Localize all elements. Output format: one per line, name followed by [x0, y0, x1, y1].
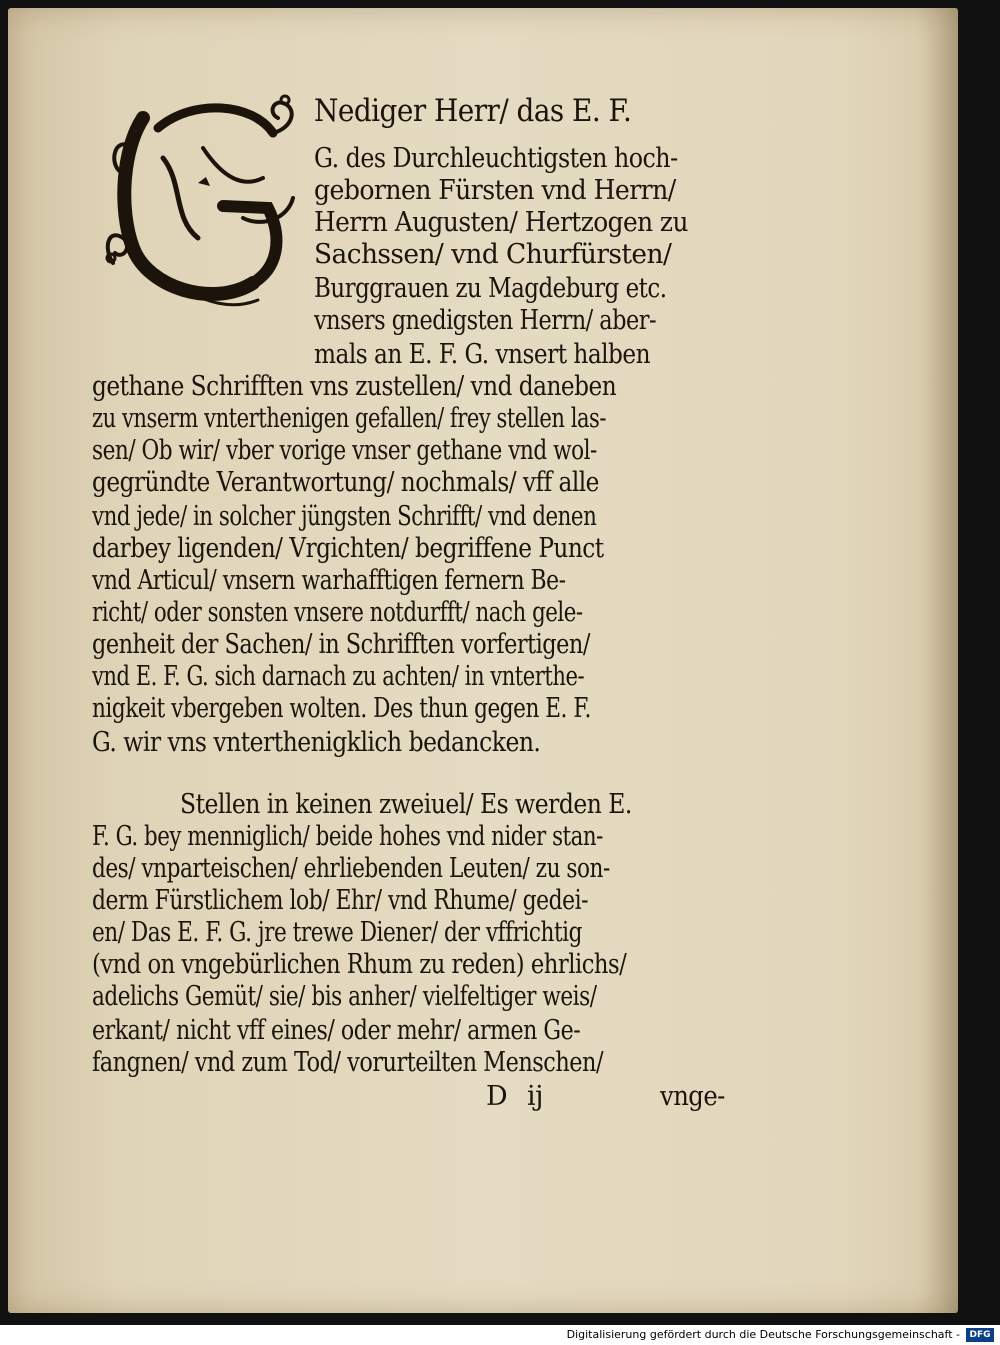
- dfg-logo: DFG: [966, 1328, 994, 1342]
- text-line: gethane Schrifften vns zustellen/ vnd daneben: [92, 371, 617, 402]
- catchword: vnge-: [660, 1081, 725, 1112]
- book-page: [8, 8, 958, 1313]
- text-line: gegründte Verantwortung/ nochmals/ vff alle: [92, 467, 599, 498]
- text-line: F. G. bey menniglich/ beide hohes vnd nider stan-: [92, 821, 603, 852]
- text-line: G. des Durchleuchtigsten hoch-: [314, 143, 678, 174]
- text-line: derm Fürstlichem lob/ Ehr/ vnd Rhume/ gedei-: [92, 885, 588, 916]
- text-line: Sachssen/ vnd Churfürsten/: [314, 239, 672, 270]
- funding-credit: Digitalisierung gefördert durch die Deutsche Forschungsgemeinschaft -: [566, 1328, 960, 1341]
- text-line: genheit der Sachen/ in Schrifften vorfertigen/: [92, 629, 590, 660]
- text-line: mals an E. F. G. vnsert halben: [314, 339, 651, 370]
- signature-mark: D ij: [486, 1081, 543, 1112]
- text-line: (vnd on vngebürlichen Rhum zu reden) ehrlichs/: [92, 949, 627, 980]
- text-line: nigkeit vbergeben wolten. Des thun gegen E. F.: [92, 693, 591, 724]
- text-line: Nediger Herr/ das E. F.: [314, 93, 632, 129]
- text-line: G. wir vns vnterthenigklich bedancken.: [92, 727, 541, 758]
- text-line: richt/ oder sonsten vnsere notdurfft/ nach gele-: [92, 597, 583, 628]
- text-line: en/ Das E. F. G. jre trewe Diener/ der vffrichtig: [92, 917, 582, 948]
- text-line: vnd Articul/ vnsern warhafftigen fernern Be-: [92, 565, 566, 596]
- text-line: des/ vnparteischen/ ehrliebenden Leuten/ zu son-: [92, 853, 610, 884]
- text-line: Burggrauen zu Magdeburg etc.: [314, 273, 667, 304]
- text-line: darbey ligenden/ Vrgichten/ begriffene Punct: [92, 533, 604, 564]
- text-line: sen/ Ob wir/ vber vorige vnser gethane vnd wol-: [92, 435, 597, 466]
- decorated-initial-g: [103, 88, 308, 313]
- text-line: gebornen Fürsten vnd Herrn/: [314, 175, 676, 206]
- text-line: vnsers gnedigsten Herrn/ aber-: [314, 305, 657, 336]
- text-line: vnd jede/ in solcher jüngsten Schrifft/ vnd denen: [92, 501, 597, 532]
- text-line: fangnen/ vnd zum Tod/ vorurteilten Menschen/: [92, 1047, 604, 1078]
- text-line: vnd E. F. G. sich darnach zu achten/ in vnterthe-: [92, 661, 585, 692]
- text-line: zu vnserm vnterthenigen gefallen/ frey stellen las-: [92, 403, 607, 434]
- text-line: adelichs Gemüt/ sie/ bis anher/ vielfeltiger weis/: [92, 981, 597, 1012]
- text-line: Stellen in keinen zweiuel/ Es werden E.: [180, 789, 632, 820]
- text-line: erkant/ nicht vff eines/ oder mehr/ armen Ge-: [92, 1015, 581, 1046]
- text-line: Herrn Augusten/ Hertzogen zu: [314, 207, 688, 238]
- footer-bar: [0, 1326, 1000, 1345]
